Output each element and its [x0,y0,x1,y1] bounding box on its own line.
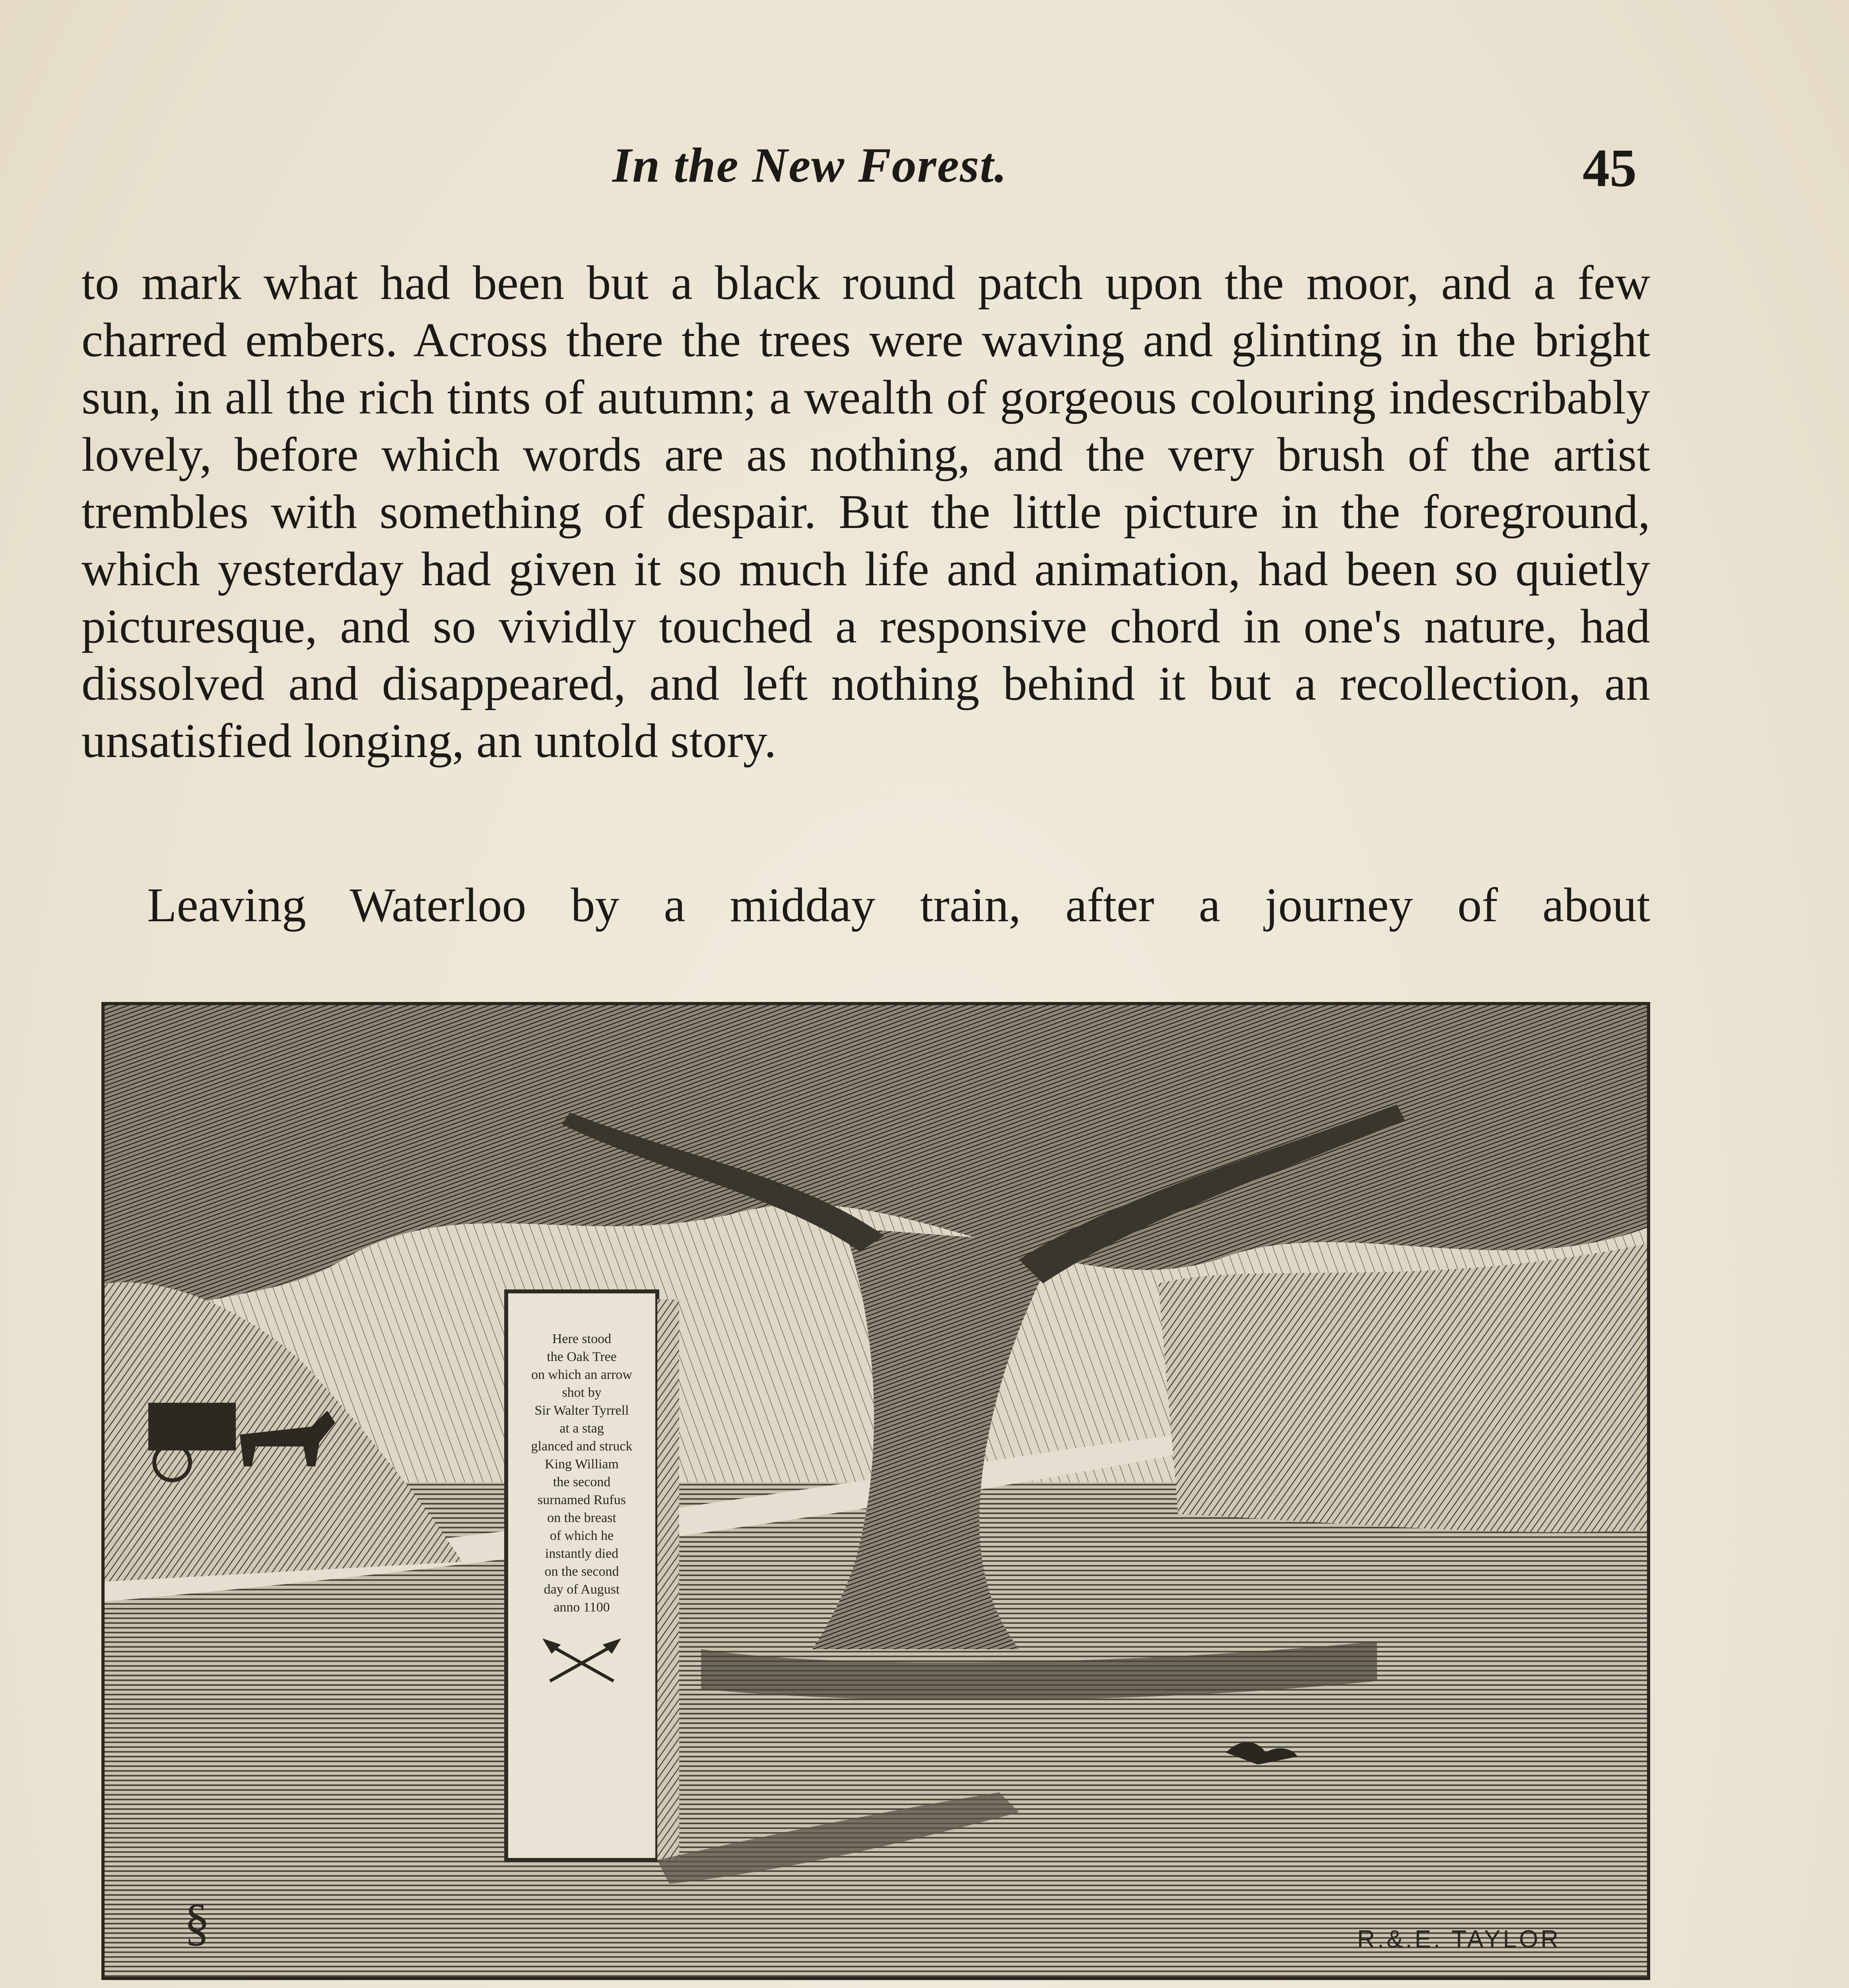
illustration-rufus-stone [101,1002,1650,1980]
inscription-line: anno 1100 [554,1600,610,1615]
paragraph-top [82,254,1650,770]
engraver-monogram: § [184,1894,210,1951]
inscription-line: Here stood [552,1332,612,1346]
engraving [105,1005,1647,1977]
inscription-line: glanced and struck [531,1439,633,1454]
inscription-line: King William [545,1457,619,1472]
inscription-line: day of August [544,1582,620,1597]
carriage [148,1403,236,1450]
inscription-line: on which an arrow [531,1367,632,1382]
inscription-line: at a stag [559,1421,604,1436]
inscription-line: the second [553,1475,611,1489]
running-head [84,137,1642,201]
artist-signature: R.&.E. TAYLOR [1357,1926,1561,1953]
paragraph-top-text: to mark what had been but a black round patch upon the moor, and a few charred embers. Across there the trees were waving and glinting in the bright sun, in all the rich tints of autumn; a wealth of gorgeous colouring indescribably lovely, before which words are as nothing, and the very brush of the artist trembles with something of despair. But the little picture in the foreground, which yesterday had given it so much life and animation, had been so quietly picturesque, and so vividly touched a responsive chord in one's nature, had dissolved and disappeared, and left nothing behind it but a recollection, an unsatisfied longing, an untold story. [82,256,1650,768]
inscription-line: on the breast [547,1510,616,1525]
memorial-stone-side [657,1299,679,1860]
paragraph-leaving [82,877,1650,934]
paragraph-leaving-text: Leaving Waterloo by a midday train, after a journey of about [147,878,1650,932]
inscription-line: of which he [550,1528,614,1543]
inscription-line: instantly died [545,1546,619,1561]
running-title: In the New Forest. [612,138,1008,192]
inscription-line: Sir Walter Tyrrell [534,1403,629,1418]
page-number: 45 [1583,138,1637,198]
inscription-line: on the second [544,1564,619,1579]
inscription-line: the Oak Tree [547,1349,617,1364]
inscription-line: surnamed Rufus [538,1493,626,1507]
right-woodland [1158,1244,1647,1532]
inscription-line: shot by [562,1385,602,1400]
